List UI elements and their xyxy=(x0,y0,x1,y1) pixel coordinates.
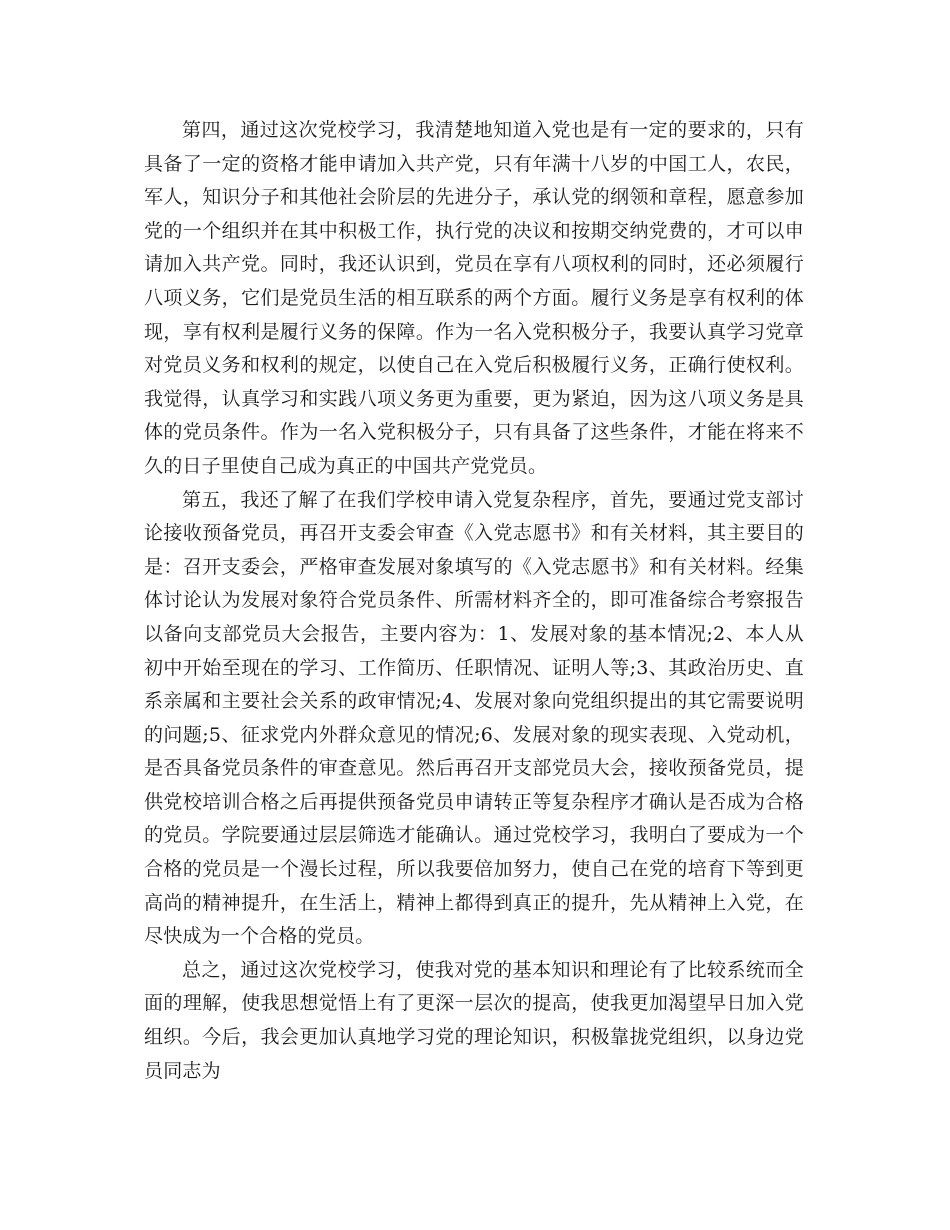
document-body xyxy=(144,114,804,1088)
paragraph-fifth-point: 第五，我还了解了在我们学校申请入党复杂程序，首先，要通过党支部讨论接收预备党员，再召开支委会审查《入党志愿书》和有关材料，其主要目的是：召开支委会，严格审查发展对象填写的《入党志愿书》和有关材料。经集体讨论认为发展对象符合党员条件、所需材料齐全的，即可准备综合考察报告以备向支部党员大会报告，主要内容为：1、发展对象的基本情况;2、本人从初中开始至现在的学习、工作简历、任职情况、证明人等;3、其政治历史、直系亲属和主要社会关系的政审情况;4、发展对象向党组织提出的其它需要说明的问题;5、征求党内外群众意见的情况;6、发展对象的现实表现、入党动机，是否具备党员条件的审查意见。然后再召开支部党员大会，接收预备党员，提供党校培训合格之后再提供预备党员申请转正等复杂程序才确认是否成为合格的党员。学院要通过层层筛选才能确认。通过党校学习，我明白了要成为一个合格的党员是一个漫长过程，所以我要倍加努力，使自己在党的培育下等到更高尚的精神提升，在生活上，精神上都得到真正的提升，先从精神上入党，在尽快成为一个合格的党员。 xyxy=(144,488,804,948)
paragraph-conclusion: 总之，通过这次党校学习，使我对党的基本知识和理论有了比较系统而全面的理解，使我思想觉悟上有了更深一层次的提高，使我更加渴望早日加入党组织。今后，我会更加认真地学习党的理论知识，积极靠拢党组织，以身边党员同志为 xyxy=(144,958,804,1082)
paragraph-fourth-point: 第四，通过这次党校学习，我清楚地知道入党也是有一定的要求的，只有具备了一定的资格才能申请加入共产党，只有年满十八岁的中国工人，农民，军人，知识分子和其他社会阶层的先进分子，承认党的纲领和章程，愿意参加党的一个组织并在其中积极工作，执行党的决议和按期交纳党费的，才可以申请加入共产党。同时，我还认识到，党员在享有八项权利的同时，还必须履行八项义务，它们是党员生活的相互联系的两个方面。履行义务是享有权利的体现，享有权利是履行义务的保障。作为一名入党积极分子，我要认真学习党章对党员义务和权利的规定，以使自己在入党后积极履行义务，正确行使权利。我觉得，认真学习和实践八项义务更为重要，更为紧迫，因为这八项义务是具体的党员条件。作为一名入党积极分子，只有具备了这些条件，才能在将来不久的日子里使自己成为真正的中国共产党党员。 xyxy=(144,119,804,477)
